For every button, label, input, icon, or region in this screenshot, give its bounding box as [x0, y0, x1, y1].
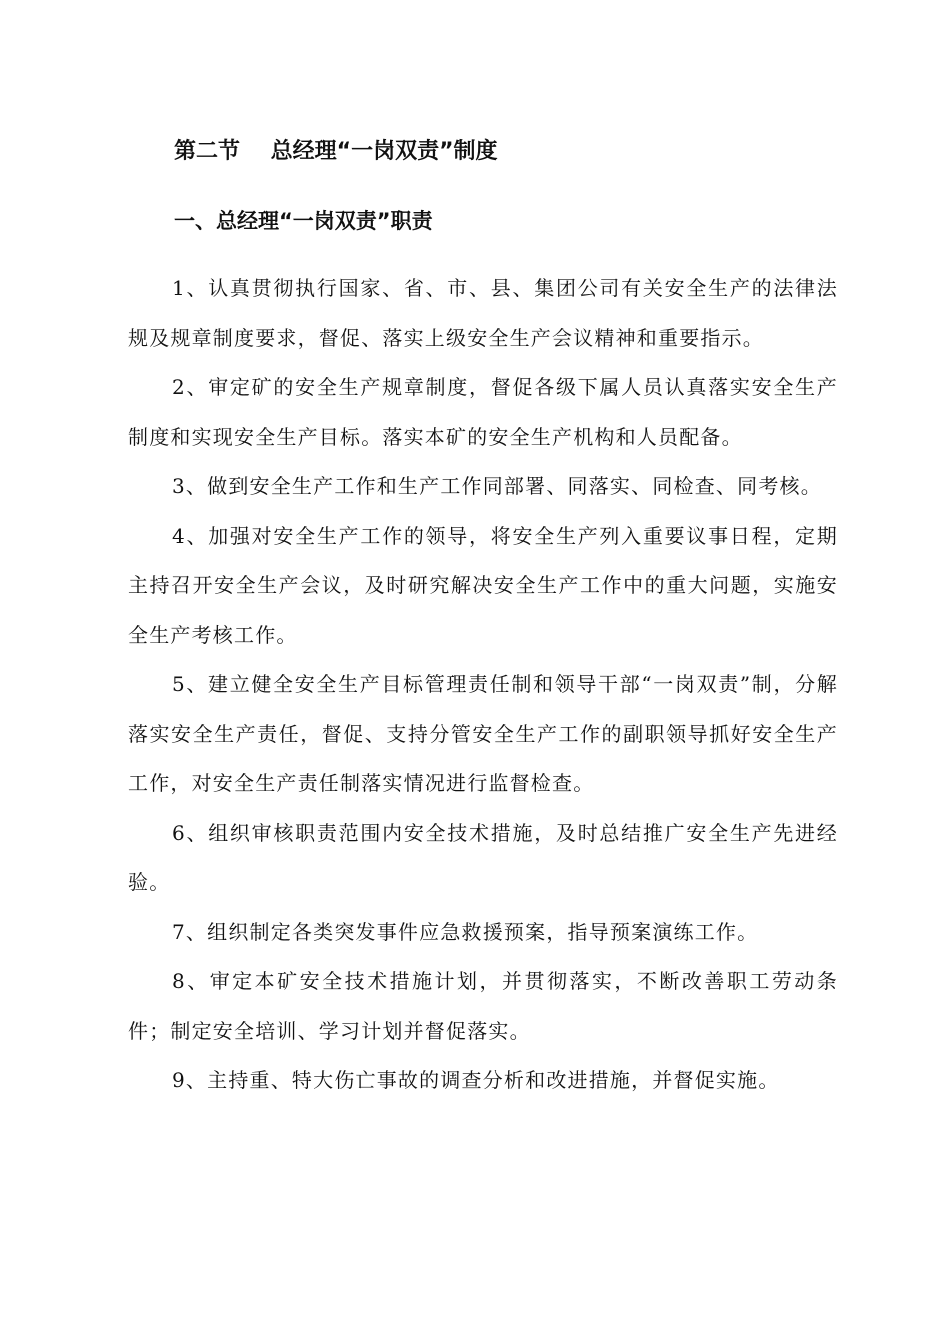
paragraph-2: 2、审定矿的安全生产规章制度，督促各级下属人员认真落实安全生产制度和实现安全生产目标。落实本矿的安全生产机构和人员配备。	[128, 375, 838, 449]
paragraph-3: 3、做到安全生产工作和生产工作同部署、同落实、同检查、同考核。	[172, 474, 822, 498]
paragraph-5: 5、建立健全安全生产目标管理责任制和领导干部“一岗双责”制，分解落实安全生产责任，督促、支持分管安全生产工作的副职领导抓好安全生产工作，对安全生产责任制落实情况进行监督检查。	[128, 672, 838, 795]
subsection-title: 一、总经理“一岗双责”职责	[174, 209, 433, 233]
paragraph-6: 6、组织审核职责范围内安全技术措施，及时总结推广安全生产先进经验。	[128, 820, 838, 894]
section-title: 第二节 总经理“一岗双责”制度	[174, 139, 498, 164]
paragraph-4: 4、加强对安全生产工作的领导，将安全生产列入重要议事日程，定期主持召开安全生产会议，及时研究解决安全生产工作中的重大问题，实施安全生产考核工作。	[128, 523, 838, 647]
document-body	[128, 264, 838, 1106]
paragraph-7: 7、组织制定各类突发事件应急救援预案，指导预案演练工作。	[172, 919, 759, 944]
paragraph-1: 1、认真贯彻执行国家、省、市、县、集团公司有关安全生产的法律法规及规章制度要求，督促、落实上级安全生产会议精神和重要指示。	[128, 276, 838, 350]
paragraph-9: 9、主持重、特大伤亡事故的调查分析和改进措施，并督促实施。	[172, 1068, 780, 1092]
paragraph-8: 8、审定本矿安全技术措施计划，并贯彻落实，不断改善职工劳动条件；制定安全培训、学习计划并督促落实。	[128, 969, 838, 1043]
